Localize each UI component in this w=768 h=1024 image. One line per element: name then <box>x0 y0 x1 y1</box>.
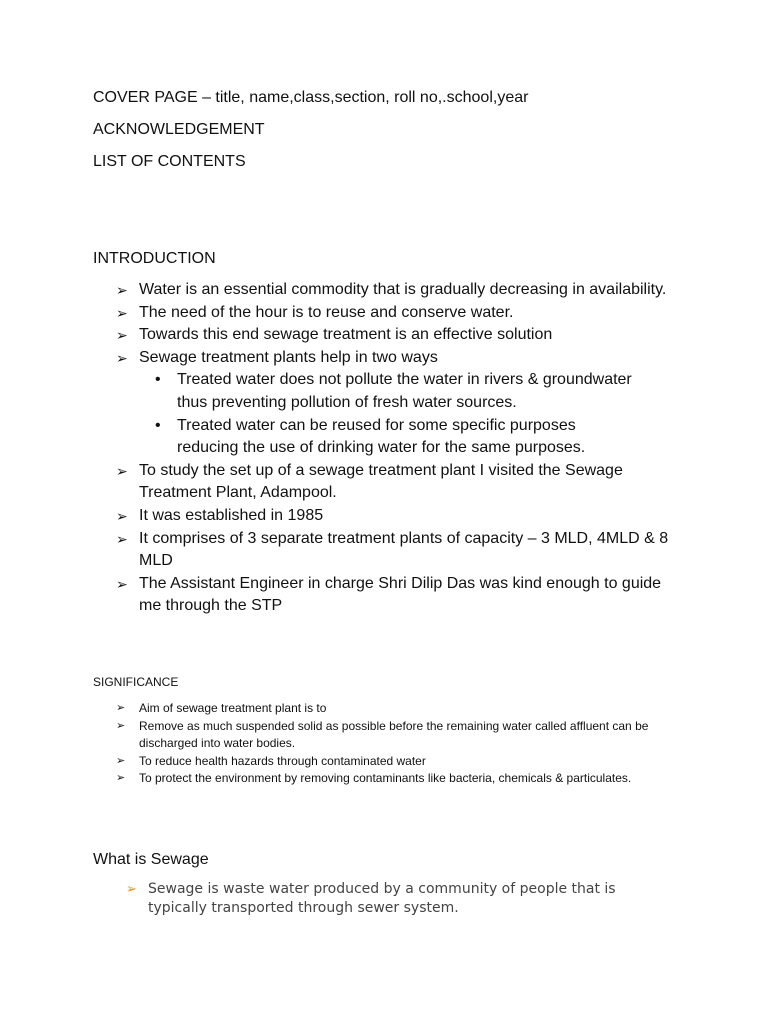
dot-bullet-icon: • <box>155 371 161 389</box>
sub-list <box>116 369 669 459</box>
arrow-bullet-icon: ➢ <box>116 772 126 784</box>
dot-bullet-icon: • <box>155 416 161 434</box>
arrow-bullet-icon: ➢ <box>116 719 126 732</box>
arrow-bullet-icon: ➢ <box>116 349 128 366</box>
what-is-sewage-heading: What is Sewage <box>93 851 209 868</box>
list-item: ➢ To reduce health hazards through contaminated water <box>116 753 649 771</box>
arrow-bullet-icon: ➢ <box>116 702 126 714</box>
acknowledgement-line: ACKNOWLEDGEMENT <box>93 121 265 138</box>
list-item: ➢ It was established in 1985 <box>116 505 669 528</box>
cover-page-line: COVER PAGE – title, name,class,section, roll no,.school,year <box>93 89 529 106</box>
introduction-heading: INTRODUCTION <box>93 250 216 267</box>
significance-heading: SIGNIFICANCE <box>93 675 179 689</box>
arrow-bullet-icon: ➢ <box>116 462 128 479</box>
list-item: ➢ To study the set up of a sewage treatment plant I visited the Sewage Treatment Plant, Adampool. <box>116 461 623 502</box>
list-item: ➢ To protect the environment by removing contaminants like bacteria, chemicals & particulates. <box>116 770 649 788</box>
significance-list <box>116 700 649 788</box>
arrow-bullet-icon: ➢ <box>116 282 128 298</box>
arrow-bullet-icon: ➢ <box>116 304 128 321</box>
list-item: ➢ Water is an essential commodity that is gradually decreasing in availability. <box>116 279 669 302</box>
list-of-contents-line: LIST OF CONTENTS <box>93 153 246 170</box>
sub-list-item: • Treated water can be reused for some specific purposes reducing the use of drinking water for the same purposes. <box>155 416 586 457</box>
list-item: ➢ Towards this end sewage treatment is an effective solution <box>116 324 669 347</box>
introduction-list <box>116 279 669 618</box>
arrow-bullet-icon: ➢ <box>126 882 137 897</box>
arrow-bullet-icon: ➢ <box>116 530 128 547</box>
list-item: ➢ The Assistant Engineer in charge Shri Dilip Das was kind enough to guide me through the STP <box>116 574 662 615</box>
sub-list-item: • Treated water does not pollute the water in rivers & groundwater thus preventing pollution of fresh water sources. <box>155 371 632 411</box>
arrow-bullet-icon: ➢ <box>116 754 126 767</box>
list-item: ➢ Sewage is waste water produced by a community of people that is typically transported through sewer system. <box>126 881 616 916</box>
list-item: ➢ Remove as much suspended solid as possible before the remaining water called affluent can be discharged into water bodies. <box>116 718 649 750</box>
list-item: ➢ Aim of sewage treatment plant is to <box>116 700 649 718</box>
arrow-bullet-icon: ➢ <box>116 327 128 344</box>
list-item: ➢ Sewage treatment plants help in two ways • Treated water does not pollute the water in rivers & groundwater thus preventing pollution of fresh water sources. • Treated water can be reused for some specific purposes reducing the use of drinking water for the same purposes. <box>116 347 669 460</box>
sewage-list <box>126 880 648 918</box>
arrow-bullet-icon: ➢ <box>116 507 128 524</box>
list-item: ➢ It comprises of 3 separate treatment plants of capacity – 3 MLD, 4MLD & 8 MLD <box>116 529 669 570</box>
list-item: ➢ The need of the hour is to reuse and conserve water. <box>116 302 669 325</box>
arrow-bullet-icon: ➢ <box>116 575 128 592</box>
